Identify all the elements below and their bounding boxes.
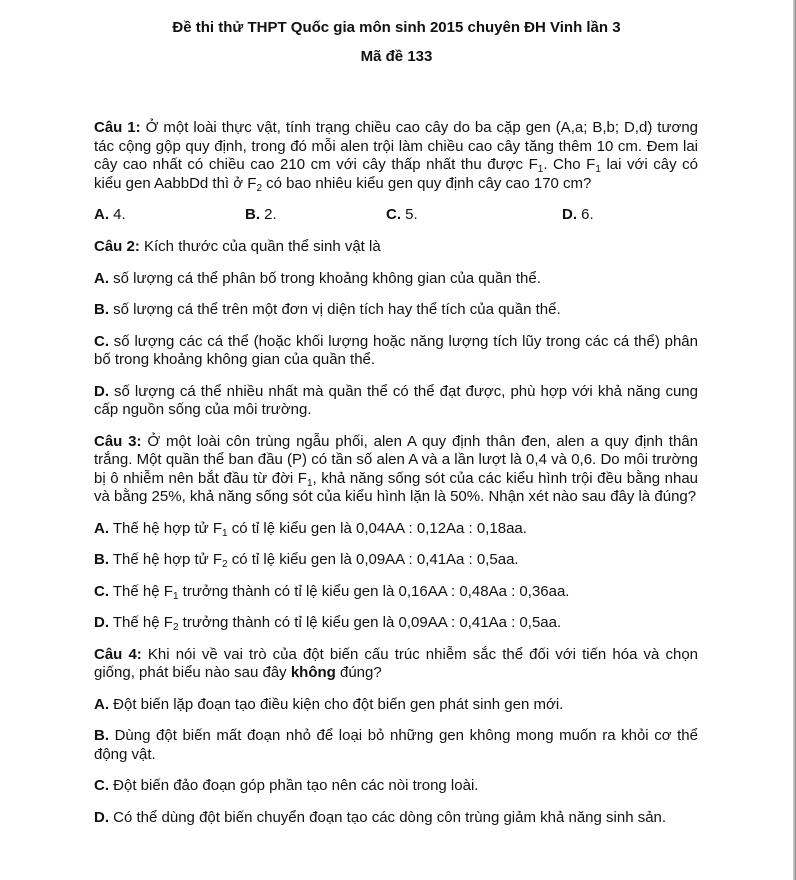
question-2-option-a: A. số lượng cá thể phân bố trong khoảng không gian của quần thể. — [94, 269, 541, 287]
question-3-option-b: B. Thế hệ hợp tử $F_2$ có tỉ lệ kiểu gen là 0,09AA : 0,41Aa : 0,5aa. — [94, 551, 519, 570]
question-4-label: Câu 4: — [94, 645, 142, 663]
question-1-option-a: A. 4. — [94, 206, 126, 223]
question-4-option-b: B. Dùng đột biến mất đoạn nhỏ để loại bỏ những gen không mong muốn ra khỏi cơ thể động vật. — [94, 727, 698, 763]
question-2-option-d: D. số lượng cá thể nhiều nhất mà quần thể có thể đạt được, phù hợp với khả năng cung cấp nguồn sống của môi trường. — [94, 382, 698, 418]
question-2-label: Câu 2: — [94, 238, 140, 255]
question-1-option-d: D. 6. — [562, 206, 594, 223]
question-2-option-b: B. số lượng cá thể trên một đơn vị diện tích hay thể tích của quần thể. — [94, 301, 561, 318]
question-3-label: Câu 3: — [94, 432, 142, 450]
question-2-option-c: C. số lượng các cá thể (hoặc khối lượng hoặc năng lượng tích lũy trong các cá thể) phân bố trong khoảng không gian của quần thể. — [94, 332, 698, 368]
exam-code: Mã đề 133 — [360, 48, 433, 65]
question-1-stem: Câu 1: Ở một loài thực vật, tính trạng chiều cao cây do ba cặp gen (A,a; B,b; D,d) tương tác cộng gộp quy định, trong đó mỗi alen trội làm chiều cao cây tăng thêm 10 cm. Đem lai cây cao nhất có chiều cao 210 cm với cây thấp nhất thu được $F_1$. Cho $F_1$ lai với cây có kiểu gen AabbDd thì ở $F_2$ có bao nhiêu kiểu gen quy định cây cao 170 cm? — [94, 119, 699, 194]
document-body — [94, 119, 698, 840]
question-3-stem: Câu 3: Ở một loài côn trùng ngẫu phối, alen A quy định thân đen, alen a quy định thân trắng. Một quần thể ban đầu (P) có tần số alen A và a lần lượt là 0,4 và 0,6. Do môi trường bị ô nhiễm nên bắt đầu từ đời $F_1$, khả năng sống sót của các kiểu hình trội đều bằng nhau và bằng 25%, khả năng sống sót của kiểu hình lặn là 50%. Nhận xét nào sau đây là đúng? — [94, 432, 699, 505]
question-3-option-c: C. Thế hệ $F_1$ trưởng thành có tỉ lệ kiểu gen là 0,16AA : 0,48Aa : 0,36aa. — [94, 582, 570, 602]
question-1-option-c: C. 5. — [386, 206, 418, 223]
question-3-option-d: D. Thế hệ $F_2$ trưởng thành có tỉ lệ kiểu gen là 0,09AA : 0,41Aa : 0,5aa. — [94, 614, 562, 633]
question-1-option-b: B. 2. — [245, 206, 277, 223]
emphasis-not: không — [290, 664, 336, 681]
question-4-option-d: D. Có thể dùng đột biến chuyển đoạn tạo các dòng côn trùng giảm khả năng sinh sản. — [94, 808, 667, 826]
document-title: Đề thi thử THPT Quốc gia môn sinh 2015 chuyên ĐH Vinh lần 3 — [172, 19, 621, 36]
question-1-options — [94, 206, 698, 225]
question-4-option-a: A. Đột biến lặp đoạn tạo điều kiện cho đột biến gen phát sinh gen mới. — [94, 695, 564, 713]
question-4-stem: Câu 4: Khi nói về vai trò của đột biến cấu trúc nhiễm sắc thể đối với tiến hóa và chọn giống, phát biểu nào sau đây không đúng? — [94, 645, 699, 681]
question-1-label: Câu 1: — [94, 119, 141, 136]
question-4-option-c: C. Đột biến đảo đoạn góp phần tạo nên các nòi trong loài. — [94, 777, 479, 794]
question-3-option-a: A. Thế hệ hợp tử $F_1$ có tỉ lệ kiểu gen là 0,04AA : 0,12Aa : 0,18aa. — [94, 519, 527, 539]
question-2-stem: Câu 2: Kích thước của quần thể sinh vật là — [94, 238, 381, 255]
